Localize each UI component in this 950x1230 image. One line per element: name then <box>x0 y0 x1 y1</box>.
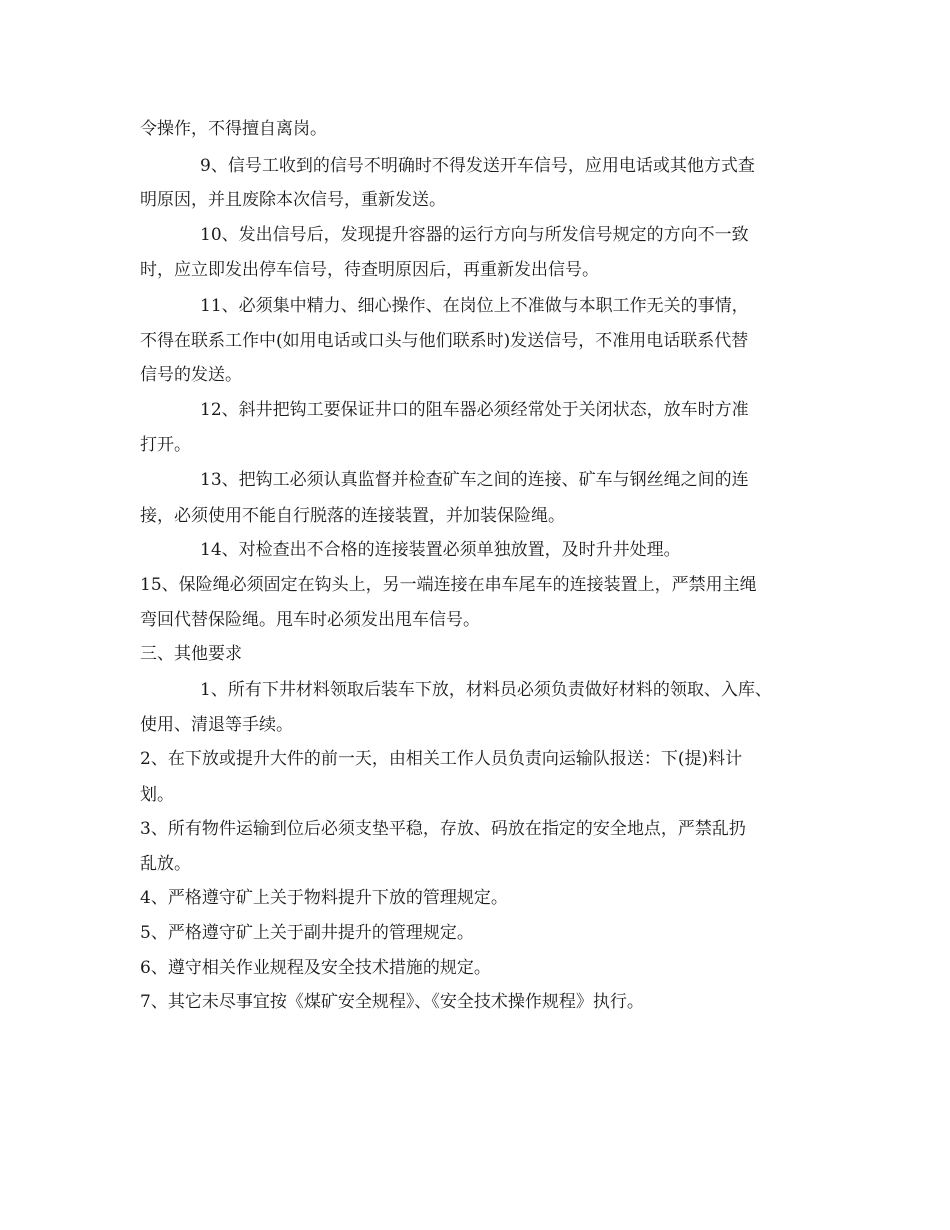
text-line: 明原因，并且废除本次信号，重新发送。 <box>140 190 446 210</box>
text-line: 乱放。 <box>140 854 191 874</box>
text-line: 5、严格遵守矿上关于副井提升的管理规定。 <box>140 923 474 943</box>
text-line: 划。 <box>140 785 174 805</box>
text-line: 打开。 <box>140 435 191 455</box>
text-line: 令操作，不得擅自离岗。 <box>140 119 327 139</box>
text-line: 13、把钩工必须认真监督并检查矿车之间的连接、矿车与钢丝绳之间的连 <box>200 470 749 490</box>
text-line: 信号的发送。 <box>140 365 242 385</box>
text-line: 3、所有物件运输到位后必须支垫平稳，存放、码放在指定的安全地点，严禁乱扔 <box>140 819 746 839</box>
text-line: 接，必须使用不能自行脱落的连接装置，并加装保险绳。 <box>140 506 565 526</box>
text-line: 2、在下放或提升大件的前一天，由相关工作人员负责向运输队报送：下(提)料计 <box>140 749 743 769</box>
text-line: 不得在联系工作中(如用电话或口头与他们联系时)发送信号，不准用电话联系代替 <box>140 331 749 351</box>
text-line: 15、保险绳必须固定在钩头上，另一端连接在串车尾车的连接装置上，严禁用主绳 <box>140 575 757 595</box>
text-line: 7、其它未尽事宜按《煤矿安全规程》、《安全技术操作规程》执行。 <box>140 992 644 1012</box>
text-line: 4、严格遵守矿上关于物料提升下放的管理规定。 <box>140 888 508 908</box>
text-line: 1、所有下井材料领取后装车下放，材料员必须负责做好材料的领取、入库、 <box>200 680 772 700</box>
text-line: 14、对检查出不合格的连接装置必须单独放置，及时升井处理。 <box>200 540 681 560</box>
text-line: 时，应立即发出停车信号，待查明原因后，再重新发出信号。 <box>140 260 599 280</box>
section-heading: 三、其他要求 <box>140 644 242 664</box>
text-line: 弯回代替保险绳。甩车时必须发出甩车信号。 <box>140 610 480 630</box>
text-line: 11、必须集中精力、细心操作、在岗位上不准做与本职工作无关的事情， <box>200 296 749 316</box>
text-line: 6、遵守相关作业规程及安全技术措施的规定。 <box>140 958 491 978</box>
text-line: 9、信号工收到的信号不明确时不得发送开车信号，应用电话或其他方式查 <box>200 156 755 176</box>
text-line: 使用、清退等手续。 <box>140 715 293 735</box>
text-line: 12、斜井把钩工要保证井口的阻车器必须经常处于关闭状态，放车时方准 <box>200 400 749 420</box>
text-line: 10、发出信号后，发现提升容器的运行方向与所发信号规定的方向不一致 <box>200 225 749 245</box>
